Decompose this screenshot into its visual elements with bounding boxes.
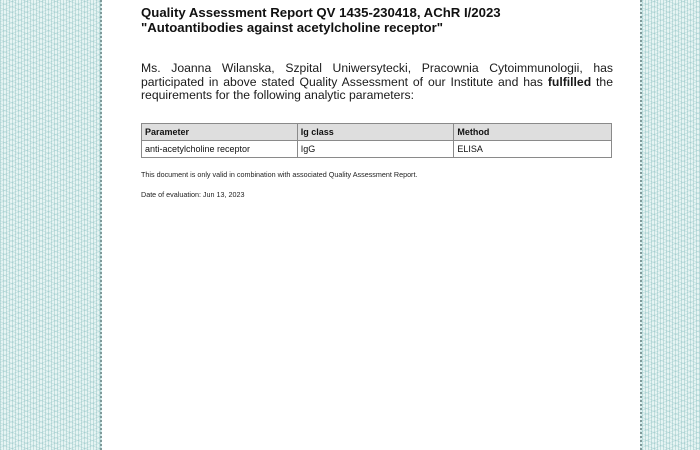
validity-note: This document is only valid in combination with associated Quality Assessment Report. [141,169,418,179]
report-title-line2: "Autoantibodies against acetylcholine receptor" [141,20,443,35]
evaluation-date: Date of evaluation: Jun 13, 2023 [141,189,245,199]
table-header-row [142,123,612,140]
cell-parameter: anti-acetylcholine receptor [142,140,298,157]
header-ig-class: Ig class [297,123,454,140]
table-row [142,140,612,157]
parameters-table [141,123,612,158]
participation-statement [141,62,613,103]
document-content [141,5,613,199]
cell-method: ELISA [454,140,612,157]
statement-part1: Ms. Joanna Wilanska, Szpital Uniwersytecki, Pracownia Cytoimmunologii, has participated in above stated Quality Assessment of our Institute and has [141,61,613,89]
statement-part2: the requirements for the following analytic parameters: [141,74,613,103]
right-security-border [640,0,700,450]
header-parameter: Parameter [142,123,298,140]
header-method: Method [454,123,612,140]
statement-fulfilled: fulfilled [547,74,592,89]
cell-ig-class: IgG [297,140,454,157]
report-title [141,5,613,35]
left-security-border [0,0,102,450]
report-title-line1: Quality Assessment Report QV 1435-230418, AChR I/2023 [141,5,501,20]
